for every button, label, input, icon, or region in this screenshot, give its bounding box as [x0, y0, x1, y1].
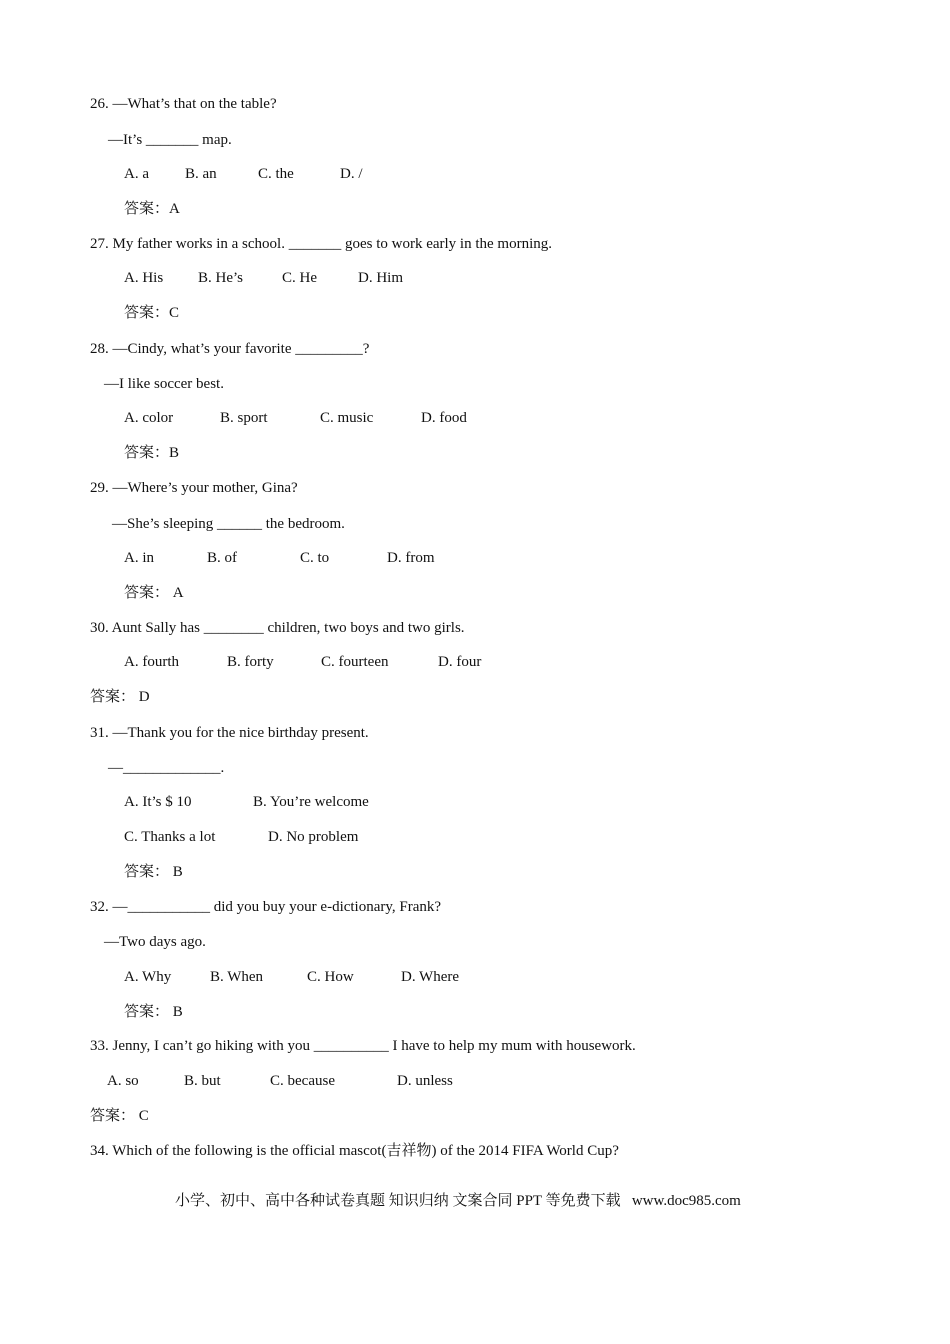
- question-26-option-b: B. an: [185, 166, 217, 182]
- question-33-option-d: D. unless: [397, 1073, 453, 1089]
- question-34-stem: 34. Which of the following is the official mascot(吉祥物) of the 2014 FIFA World Cup?: [90, 1143, 619, 1159]
- question-29-option-d: D. from: [387, 550, 435, 566]
- question-30-option-c: C. fourteen: [321, 654, 389, 670]
- question-33-stem: 33. Jenny, I can’t go hiking with you __________ I have to help my mum with housework.: [90, 1038, 636, 1054]
- question-28-answer: 答案：B: [124, 445, 180, 461]
- question-27-option-d: D. Him: [358, 270, 403, 286]
- question-30-option-b: B. forty: [227, 654, 274, 670]
- question-28-option-d: D. food: [421, 410, 467, 426]
- question-27-option-b: B. He’s: [198, 270, 243, 286]
- question-32-answer: 答案： B: [124, 1004, 183, 1020]
- question-29-option-b: B. of: [207, 550, 237, 566]
- question-31-option-a: A. It’s $ 10: [124, 794, 192, 810]
- question-31-option-c: C. Thanks a lot: [124, 829, 216, 845]
- question-26-answer: 答案：A: [124, 201, 180, 217]
- question-30-answer: 答案： D: [90, 689, 150, 705]
- question-29-stem: 29. —Where’s your mother, Gina?: [90, 480, 298, 496]
- question-31-reply: —_____________.: [108, 760, 225, 776]
- question-28-option-a: A. color: [124, 410, 174, 426]
- question-28-stem: 28. —Cindy, what’s your favorite _________?: [90, 341, 370, 357]
- question-31-option-d: D. No problem: [268, 829, 359, 845]
- question-32-option-b: B. When: [210, 969, 264, 985]
- question-27-stem: 27. My father works in a school. _______ goes to work early in the morning.: [90, 236, 553, 252]
- question-26-option-c: C. the: [258, 166, 294, 182]
- question-29-option-a: A. in: [124, 550, 154, 566]
- question-31-option-b: B. You’re welcome: [253, 794, 369, 810]
- question-30-option-d: D. four: [438, 654, 482, 670]
- question-30-stem: 30. Aunt Sally has ________ children, two boys and two girls.: [90, 620, 465, 636]
- question-33-answer: 答案： C: [90, 1108, 149, 1124]
- question-28-option-b: B. sport: [220, 410, 268, 426]
- question-26-stem: 26. —What’s that on the table?: [90, 96, 277, 112]
- question-32-option-d: D. Where: [401, 969, 460, 985]
- question-27-option-a: A. His: [124, 270, 164, 286]
- question-27-option-c: C. He: [282, 270, 317, 286]
- question-32-option-c: C. How: [307, 969, 354, 985]
- question-26-option-d: D. /: [340, 166, 363, 182]
- question-29-answer: 答案： A: [124, 585, 184, 601]
- question-30-option-a: A. fourth: [124, 654, 179, 670]
- question-32-reply: —Two days ago.: [104, 934, 206, 950]
- question-26-reply: —It’s _______ map.: [108, 132, 232, 148]
- question-26-option-a: A. a: [124, 166, 149, 182]
- question-33-option-b: B. but: [184, 1073, 221, 1089]
- question-29-reply: —She’s sleeping ______ the bedroom.: [112, 516, 345, 532]
- question-32-option-a: A. Why: [124, 969, 172, 985]
- question-31-answer: 答案： B: [124, 864, 183, 880]
- question-33-option-a: A. so: [107, 1073, 139, 1089]
- page-footer: 小学、初中、高中各种试卷真题 知识归纳 文案合同 PPT 等免费下载 www.doc985.com: [175, 1193, 741, 1209]
- question-32-stem: 32. —___________ did you buy your e-dictionary, Frank?: [90, 899, 442, 915]
- question-28-reply: —I like soccer best.: [104, 376, 224, 392]
- question-33-option-c: C. because: [270, 1073, 335, 1089]
- question-27-answer: 答案：C: [124, 305, 180, 321]
- question-31-stem: 31. —Thank you for the nice birthday present.: [90, 725, 369, 741]
- question-28-option-c: C. music: [320, 410, 374, 426]
- question-29-option-c: C. to: [300, 550, 330, 566]
